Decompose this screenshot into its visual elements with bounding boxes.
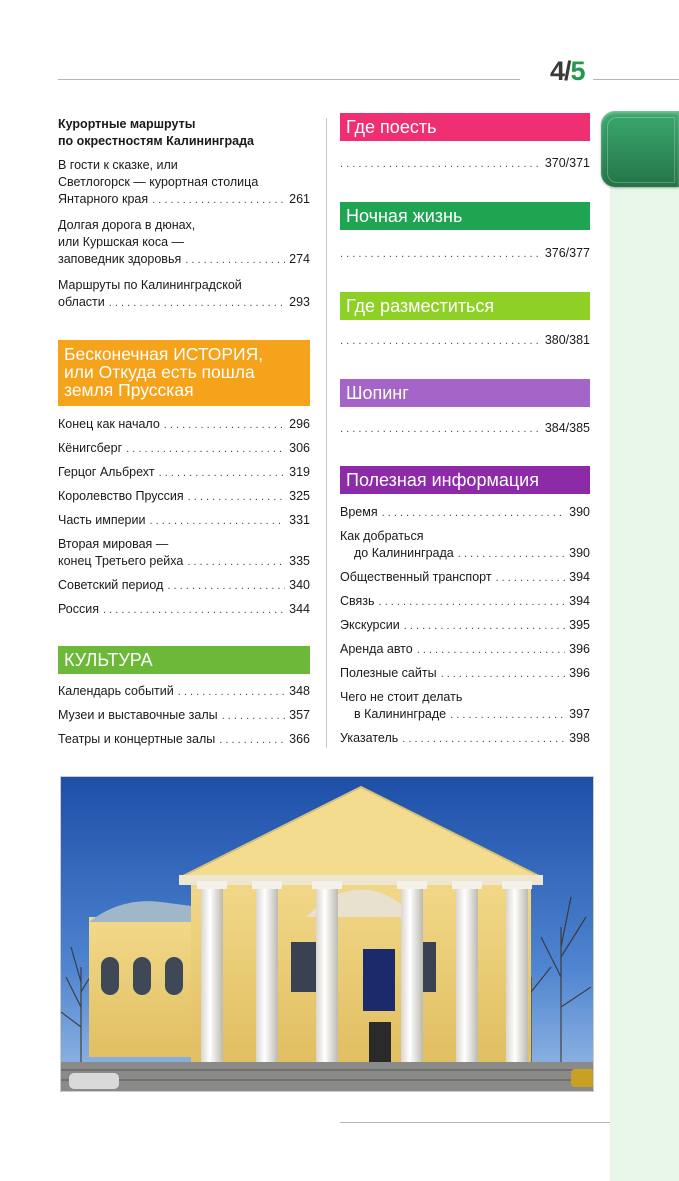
toc-entry-line: или Куршская коса — [58,235,185,249]
car [571,1069,594,1087]
step-line [61,1069,594,1071]
toc-entry[interactable] [340,155,590,173]
chapter-tab[interactable] [601,111,679,187]
toc-entry[interactable] [58,601,310,619]
page-number-right: 5 [570,56,585,86]
leader-dots [417,641,565,659]
toc-page-number: 331 [289,513,310,527]
leader-dots [164,416,285,434]
section-shopping-header[interactable] [340,379,590,407]
toc-page-number: 335 [289,554,310,568]
toc-page-number: 344 [289,602,310,616]
window [101,957,119,995]
toc-entry-label: Музеи и выставочные залы [58,708,218,722]
theatre-illustration [61,777,594,1092]
header-rule-right [593,79,679,80]
toc-page-number: 390 [569,546,590,560]
toc-entry-label: Янтарного края [58,192,149,206]
toc-entry-label: Королевство Пруссия [58,489,184,503]
leader-dots [159,464,286,482]
toc-entry-label: Календарь событий [58,684,174,698]
toc-entry[interactable] [58,416,310,434]
window [165,957,183,995]
leader-dots [222,707,286,725]
column-divider [326,118,327,748]
leader-dots [187,553,285,571]
toc-entry-svetlogorsk[interactable] [58,157,310,209]
section-head-label: Где разместиться [346,296,495,316]
toc-entry-label: Кёнигсберг [58,441,123,455]
leader-dots [340,245,541,263]
toc-entry[interactable] [340,641,590,659]
bottom-rule [340,1122,610,1123]
toc-page-number: 348 [289,684,310,698]
leader-dots [178,683,285,701]
leader-dots [109,294,285,312]
leader-dots [103,601,285,619]
section-head-line: или Откуда есть пошла [64,362,255,382]
toc-entry-line: В гости к сказке, или [58,158,178,172]
toc-entry-label: Общественный транспорт [340,570,492,584]
toc-entry[interactable] [340,420,590,438]
leader-dots [340,332,541,350]
toc-entry-line: Как добраться [340,529,424,543]
toc-entry[interactable] [340,617,590,635]
toc-entry-label: Конец как начало [58,417,160,431]
toc-page-number: 340 [289,578,310,592]
side-strip [610,112,679,1181]
theatre-poster [363,949,395,1011]
door [369,1022,391,1062]
toc-page-number: 396 [569,666,590,680]
toc-entry[interactable] [58,512,310,530]
toc-page-number: 370/371 [544,156,590,170]
section-head-label: КУЛЬТУРА [64,650,153,670]
section-head-label: Ночная жизнь [346,206,463,226]
section-head-label: Где поесть [346,117,437,137]
toc-entry-label: конец Третьего рейха [58,554,184,568]
leader-dots [185,251,285,269]
toc-entry-label: до Калининграда [354,546,454,560]
header-rule [58,79,520,80]
toc-page-number: 380/381 [544,333,590,347]
toc-entry-label: Экскурсии [340,618,400,632]
toc-page-number: 366 [289,732,310,746]
toc-entry[interactable] [340,332,590,350]
step-line [61,1079,594,1081]
toc-entry[interactable] [340,528,590,563]
toc-entry-line: Чего не стоит делать [340,690,463,704]
page-number [550,56,585,87]
leader-dots [152,191,285,209]
toc-entry[interactable] [340,569,590,587]
toc-entry-curonian-spit[interactable] [58,217,310,269]
toc-entry-label: Полезные сайты [340,666,437,680]
theatre-building-photo [60,776,594,1092]
section-history-header[interactable] [58,340,310,406]
leader-dots [149,512,285,530]
toc-entry[interactable] [58,464,310,482]
toc-entry-label: Связь [340,594,375,608]
toc-entry-label: Указатель [340,731,399,745]
cornice [179,875,543,885]
leader-dots [340,420,541,438]
toc-page-number: 296 [289,417,310,431]
section-eat-header[interactable] [340,113,590,141]
section-head-label: Шопинг [346,383,409,403]
toc-page-number: 274 [289,252,310,266]
toc-page-number: 306 [289,441,310,455]
toc-page-number: 395 [569,618,590,632]
toc-entry-region-routes[interactable] [58,277,310,312]
leader-dots [340,155,541,173]
toc-entry-label: Советский период [58,578,164,592]
leader-dots [188,488,285,506]
toc-entry-line: Долгая дорога в дюнах, [58,218,196,232]
leader-dots [404,617,565,635]
toc-entry[interactable] [58,440,310,458]
toc-entry-label: Аренда авто [340,642,413,656]
toc-entry[interactable] [340,689,590,724]
toc-entry-line: Маршруты по Калининградской [58,278,242,292]
toc-page-number: 397 [569,707,590,721]
section-head-label: Полезная информация [346,470,539,490]
leader-dots [126,440,285,458]
resort-title-line: Курортные маршруты [58,117,196,131]
section-stay-header[interactable] [340,292,590,320]
page-number-left: 4/ [550,56,571,86]
toc-entry-line: Вторая мировая — [58,537,169,551]
toc-entry-label: Часть империи [58,513,146,527]
toc-entry-line: Светлогорск — курортная столица [58,175,259,189]
toc-page-number: 357 [289,708,310,722]
toc-entry[interactable] [58,488,310,506]
leader-dots [458,545,565,563]
leader-dots [219,731,285,749]
toc-entry-label: Театры и концертные залы [58,732,216,746]
leader-dots [402,730,565,748]
section-head-line: Бесконечная ИСТОРИЯ, [64,344,264,364]
toc-entry[interactable] [58,577,310,595]
window [133,957,151,995]
toc-page-number: 390 [569,505,590,519]
toc-entry-label: в Калининграде [354,707,447,721]
toc-entry-label: Время [340,505,378,519]
toc-entry-label: заповедник здоровья [58,252,182,266]
toc-entry[interactable] [58,683,310,701]
leader-dots [450,706,565,724]
toc-page-number: 261 [289,192,310,206]
leader-dots [496,569,566,587]
section-head-line: земля Прусская [64,380,194,400]
toc-page-number: 384/385 [544,421,590,435]
toc-entry[interactable] [340,730,590,748]
resort-title-line: по окрестностям Калининграда [58,134,254,148]
toc-page-number: 293 [289,295,310,309]
section-culture-header[interactable] [58,646,310,674]
toc-page-number: 394 [569,570,590,584]
toc-page-number: 376/377 [544,246,590,260]
resort-routes-title [58,116,254,150]
toc-entry[interactable] [58,707,310,725]
toc-entry-label: Герцог Альбрехт [58,465,155,479]
toc-page-number: 394 [569,594,590,608]
toc-page-number: 325 [289,489,310,503]
toc-entry[interactable] [58,536,310,571]
toc-entry-label: области [58,295,105,309]
toc-entry[interactable] [340,593,590,611]
toc-page-number: 396 [569,642,590,656]
toc-entry[interactable] [340,504,590,522]
section-nightlife-header[interactable] [340,202,590,230]
leader-dots [167,577,285,595]
steps [61,1062,594,1092]
leader-dots [382,504,566,522]
section-info-header[interactable] [340,466,590,494]
toc-entry[interactable] [340,245,590,263]
leader-dots [441,665,566,683]
car [69,1073,119,1089]
toc-entry-label: Россия [58,602,99,616]
leader-dots [379,593,566,611]
toc-page-number: 398 [569,731,590,745]
toc-page-number: 319 [289,465,310,479]
toc-entry[interactable] [340,665,590,683]
toc-entry[interactable] [58,731,310,749]
